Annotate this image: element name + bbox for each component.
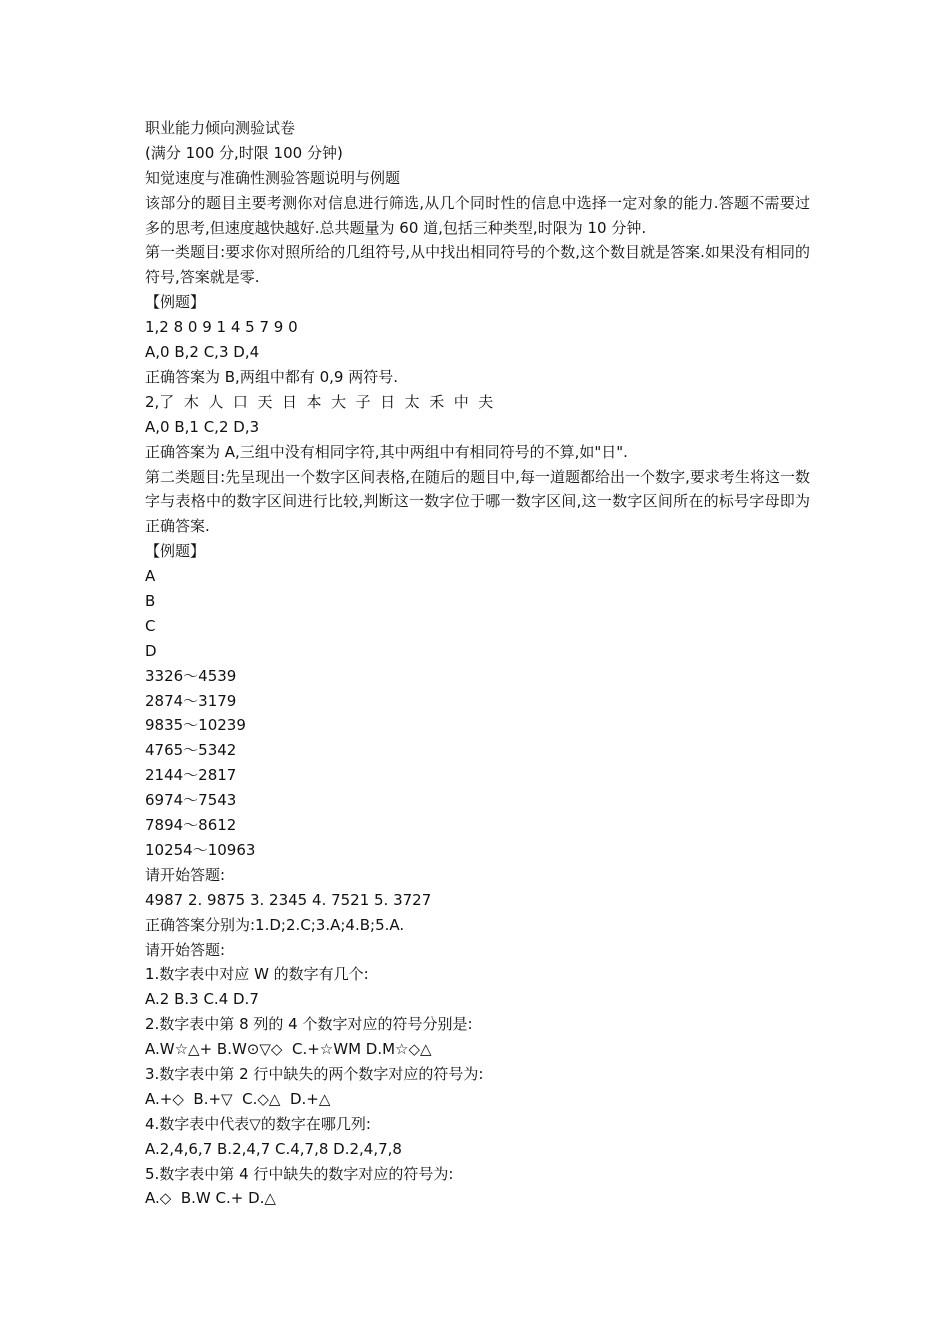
example-label: 【例题】: [145, 293, 206, 312]
letter-label: C: [145, 616, 156, 635]
range-item: 2874～3179: [145, 691, 237, 710]
numbers-line: 4987 2. 9875 3. 2345 4. 7521 5. 3727: [145, 890, 432, 909]
range-item: 4765～5342: [145, 741, 237, 760]
range-item: 9835～10239: [145, 716, 246, 735]
question-5: 5.数字表中第 4 行中缺失的数字对应的符号为:: [145, 1164, 454, 1183]
document-title: 职业能力倾向测验试卷: [145, 119, 296, 137]
type2-description: 第二类题目:先呈现出一个数字区间表格,在随后的题目中,每一道题都给出一个数字,要求考生将这一数字与表格中的数字区间进行比较,判断这一数字位于哪一数字区间,这一数字区间所在的标号字母即为正确答案.: [145, 467, 810, 536]
document-subtitle: (满分 100 分,时限 100 分钟): [145, 143, 343, 162]
example2-answer: 正确答案为 A,三组中没有相同字符,其中两组中有相同符号的不算,如"日".: [145, 442, 628, 461]
example2-symbols: 2,了 木 人 口 天 日 本 大 子 日 太 禾 中 夫: [145, 392, 494, 411]
question-5-options: A.◇ B.W C.+ D.△: [145, 1189, 276, 1208]
question-1-options: A.2 B.3 C.4 D.7: [145, 990, 259, 1009]
question-2: 2.数字表中第 8 列的 4 个数字对应的符号分别是:: [145, 1015, 473, 1034]
question-2-options: A.W☆△+ B.W⊙▽◇ C.+☆WM D.M☆◇△: [145, 1040, 432, 1059]
range-item: 3326～4539: [145, 666, 237, 685]
section-title: 知觉速度与准确性测验答题说明与例题: [145, 168, 401, 187]
answers-line: 正确答案分别为:1.D;2.C;3.A;4.B;5.A.: [145, 915, 405, 934]
document-page: [145, 116, 810, 1211]
start-prompt: 请开始答题:: [145, 865, 226, 884]
example-label: 【例题】: [145, 542, 206, 561]
question-3: 3.数字表中第 2 行中缺失的两个数字对应的符号为:: [145, 1064, 484, 1083]
example1-options: A,0 B,2 C,3 D,4: [145, 343, 260, 362]
letter-label: D: [145, 641, 157, 660]
example2-options: A,0 B,1 C,2 D,3: [145, 417, 260, 436]
range-item: 7894～8612: [145, 816, 237, 835]
example1-symbols: 1,2 8 0 9 1 4 5 7 9 0: [145, 318, 298, 337]
range-item: 6974～7543: [145, 791, 237, 810]
start-prompt: 请开始答题:: [145, 940, 226, 959]
letter-label: B: [145, 592, 156, 611]
question-1: 1.数字表中对应 W 的数字有几个:: [145, 965, 369, 984]
question-4-options: A.2,4,6,7 B.2,4,7 C.4,7,8 D.2,4,7,8: [145, 1139, 402, 1158]
type1-description: 第一类题目:要求你对照所给的几组符号,从中找出相同符号的个数,这个数目就是答案.如果没有相同的符号,答案就是零.: [145, 243, 810, 287]
intro-paragraph: 该部分的题目主要考测你对信息进行筛选,从几个同时性的信息中选择一定对象的能力.答题不需要过多的思考,但速度越快越好.总共题量为 60 道,包括三种类型,时限为 10 分钟.: [145, 193, 810, 237]
letter-label: A: [145, 567, 156, 586]
question-3-options: A.+◇ B.+▽ C.◇△ D.+△: [145, 1089, 331, 1108]
question-4: 4.数字表中代表▽的数字在哪几列:: [145, 1114, 371, 1133]
example1-answer: 正确答案为 B,两组中都有 0,9 两符号.: [145, 367, 398, 386]
range-item: 10254～10963: [145, 840, 256, 859]
range-item: 2144～2817: [145, 766, 237, 785]
